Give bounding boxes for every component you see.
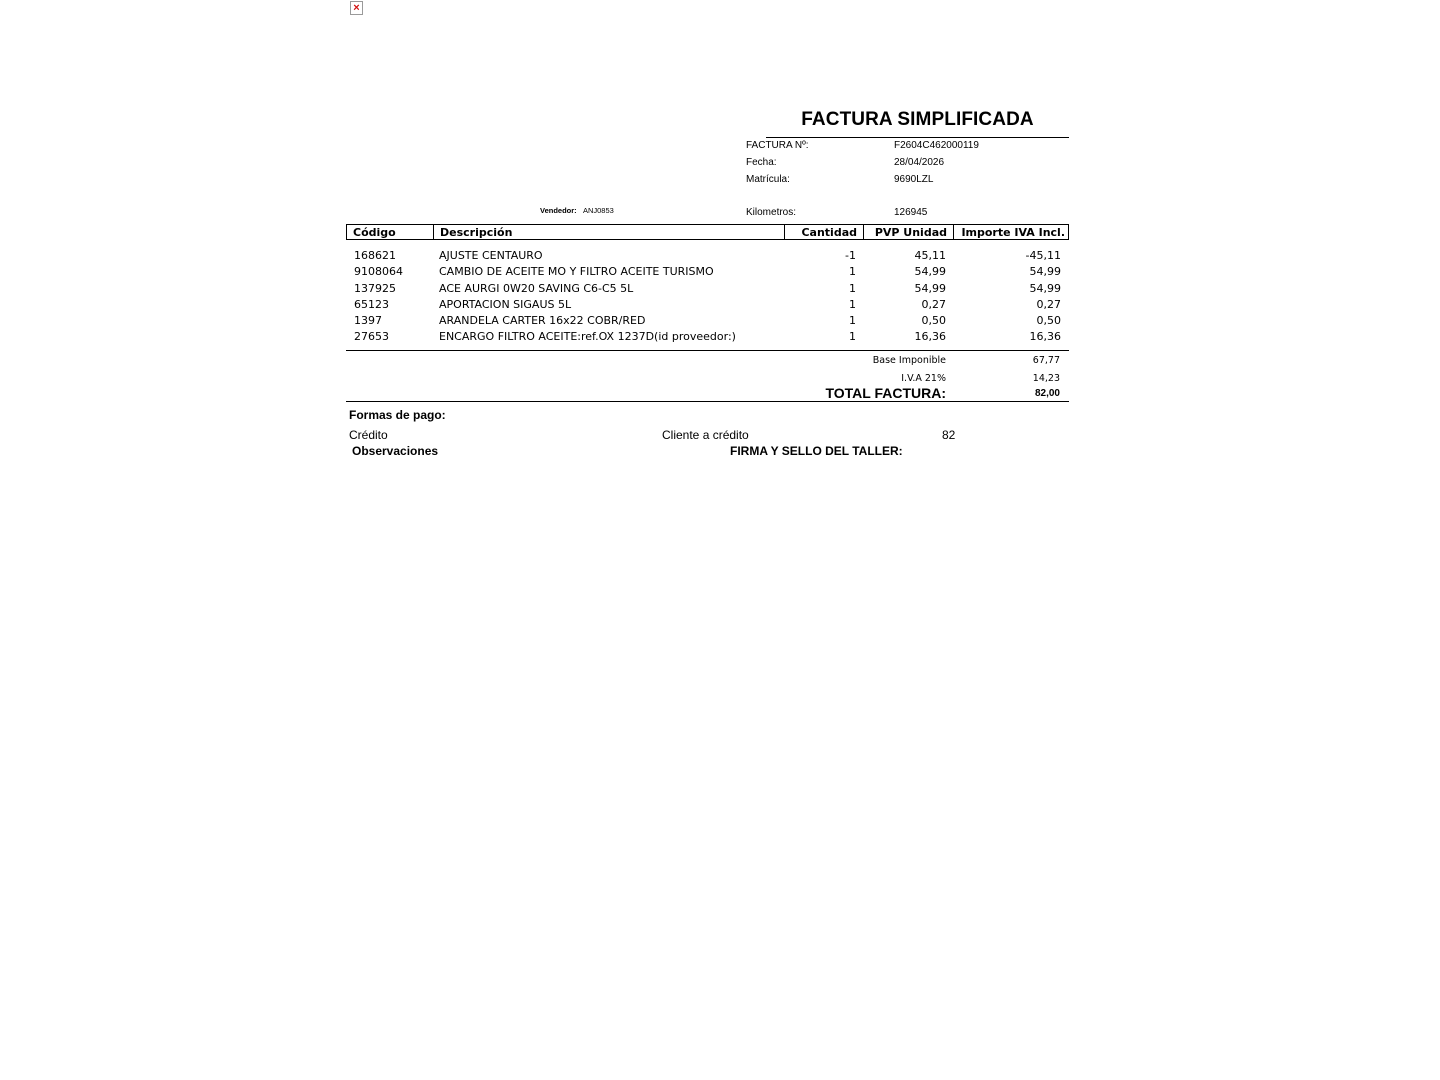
- cell-importe: 0,27: [1036, 297, 1061, 311]
- totals-bottom-rule: [346, 401, 1069, 402]
- cell-codigo: 168621: [354, 249, 396, 262]
- header-codigo: Código: [353, 226, 396, 239]
- cell-importe: -45,11: [1025, 249, 1061, 262]
- cell-codigo: 9108064: [354, 265, 403, 279]
- header-descripcion: Descripción: [440, 226, 513, 239]
- broken-image-icon: ×: [350, 1, 363, 15]
- invoice-number-value: F2604C462000119: [894, 140, 979, 151]
- table-row: [346, 329, 1069, 345]
- cell-codigo: 1397: [354, 314, 382, 328]
- cell-descripcion: ENCARGO FILTRO ACEITE:ref.OX 1237D(id proveedor:): [439, 330, 736, 344]
- vendedor-label: Vendedor:: [540, 206, 577, 215]
- cell-importe: 0,50: [1036, 314, 1061, 328]
- cell-pvp: 45,11: [914, 249, 946, 262]
- invoice-title: FACTURA SIMPLIFICADA: [801, 109, 1034, 130]
- table-header: [346, 224, 1069, 240]
- kilometros-value: 126945: [894, 207, 928, 218]
- table-row: [346, 264, 1069, 280]
- iva-value: 14,23: [1032, 373, 1060, 384]
- cell-cantidad: 1: [849, 265, 856, 279]
- cell-descripcion: ACE AURGI 0W20 SAVING C6-C5 5L: [439, 281, 634, 295]
- cell-codigo: 65123: [354, 297, 389, 311]
- cell-codigo: 27653: [354, 330, 389, 344]
- cell-pvp: 16,36: [914, 330, 946, 344]
- firma-sello-label: FIRMA Y SELLO DEL TALLER:: [730, 444, 903, 458]
- kilometros-label: Kilometros:: [746, 207, 797, 218]
- cell-pvp: 54,99: [914, 281, 946, 295]
- table-bottom-rule: [346, 350, 1069, 351]
- cell-pvp: 54,99: [914, 265, 946, 279]
- header-importe: Importe IVA Incl.: [961, 226, 1065, 239]
- pago-descripcion: Cliente a crédito: [662, 428, 749, 442]
- total-value: 82,00: [1034, 388, 1060, 399]
- invoice-date-value: 28/04/2026: [894, 157, 945, 168]
- cell-importe: 54,99: [1029, 265, 1061, 279]
- observaciones-label: Observaciones: [352, 444, 439, 458]
- vendedor: [540, 205, 614, 217]
- cell-descripcion: CAMBIO DE ACEITE MO Y FILTRO ACEITE TURISMO: [439, 265, 714, 279]
- cell-descripcion: AJUSTE CENTAURO: [439, 249, 543, 262]
- cell-cantidad: 1: [849, 314, 856, 328]
- base-imponible-value: 67,77: [1032, 355, 1060, 366]
- invoice-date-label: Fecha:: [746, 157, 777, 168]
- pago-importe: 82: [942, 428, 956, 442]
- cell-cantidad: -1: [845, 249, 856, 262]
- invoice-number-label: FACTURA Nº:: [746, 140, 809, 151]
- total-label: TOTAL FACTURA:: [825, 385, 946, 401]
- plate-value: 9690LZL: [894, 174, 934, 185]
- cell-pvp: 0,27: [921, 297, 946, 311]
- base-imponible-label: Base Imponible: [872, 355, 946, 366]
- table-row: [346, 281, 1069, 297]
- plate-label: Matrícula:: [746, 174, 790, 185]
- cell-importe: 54,99: [1029, 281, 1061, 295]
- cell-descripcion: ARANDELA CARTER 16x22 COBR/RED: [439, 314, 646, 328]
- cell-pvp: 0,50: [921, 314, 946, 328]
- header-separator: [433, 225, 434, 239]
- table-row: [346, 313, 1069, 329]
- table-row: [346, 297, 1069, 313]
- header-pvp: PVP Unidad: [874, 226, 947, 239]
- formas-pago-label: Formas de pago:: [349, 408, 446, 422]
- cell-descripcion: APORTACION SIGAUS 5L: [439, 297, 572, 311]
- cell-cantidad: 1: [849, 281, 856, 295]
- title-divider: [766, 137, 1069, 138]
- header-cantidad: Cantidad: [801, 226, 857, 239]
- cell-importe: 16,36: [1029, 330, 1061, 344]
- iva-label: I.V.A 21%: [901, 373, 946, 384]
- cell-cantidad: 1: [849, 330, 856, 344]
- cell-codigo: 137925: [354, 281, 396, 295]
- pago-tipo: Crédito: [349, 428, 388, 442]
- table-row: [346, 248, 1069, 264]
- cell-cantidad: 1: [849, 297, 856, 311]
- vendedor-value: ANJ0853: [582, 206, 614, 215]
- line-items: [346, 248, 1069, 346]
